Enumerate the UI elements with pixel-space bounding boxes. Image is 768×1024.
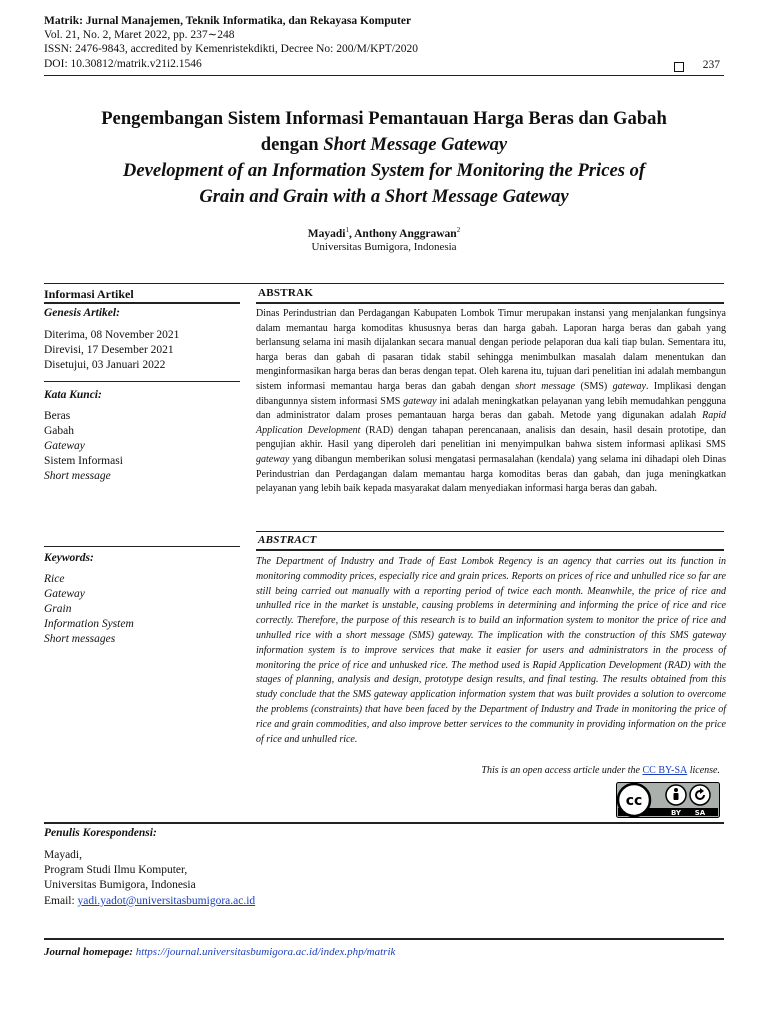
journal-doi: DOI: 10.30812/matrik.v21i2.1546 [44,57,202,70]
abstrak-seg: gateway [403,395,437,407]
abstrak-seg: short message [515,380,576,392]
kata-kunci-heading: Kata Kunci: [44,389,102,401]
keyword-item: Rice [44,573,65,585]
date-accepted: Disetujui, 03 Januari 2022 [44,359,166,371]
journal-name: Matrik: Jurnal Manajemen, Teknik Informatika, dan Rekayasa Komputer [44,15,412,27]
corr-name: Mayadi, [44,849,83,861]
kata-kunci-item: Gateway [44,440,85,452]
abstract-heading: ABSTRACT [258,534,317,546]
abstrak-seg: Rapid Application Development [256,410,726,436]
kata-kunci-item: Beras [44,410,71,422]
author-list [0,226,768,240]
footer-rule [44,938,724,940]
keywords-rule [44,546,240,547]
kata-kunci-list [44,409,123,484]
email-label: Email: [44,894,78,907]
abstrak-heading: ABSTRAK [258,287,314,299]
kata-kunci-item: Short message [44,470,111,482]
keyword-item: Information System [44,618,134,630]
keyword-item: Short messages [44,633,116,645]
abstract-text: The Department of Industry and Trade of East Lombok Regency is an agency that carries out its function in monitoring commodity prices, especially rice and grain prices. Reports on prices of rice and unhulled rice so far are still being carried out manually with a reporting period of twice each month. Meanwhile, the price of rice and unhulled rice in the market is unstable, causing problems in determining and informing the price of rice and rice correctly. Therefore, the purpose of this research is to build an information system to monitor the price of rice and unhulled rice with a short message (SMS) gateway. The implication with the construction of this SMS gateway information system is to improve services that make it easier for users and administrators in the process of monitoring the price of rice and unhusked rice. The method used is Rapid Application Development (RAD) with the stages of planning, analysis and design, prototype design results, and final testing. The results obtained from this study conclude that the SMS gateway application information system that was built provides a solution to overcome the problems (constraints) that have been faced by the Department of Industry and Trade in monitoring the price of rice and grain commodities, and also improve better services to the community in providing information on the price of rice and unhulled rice. [256,556,726,745]
homepage-label: Journal homepage: [44,946,133,958]
info-rule [44,302,240,304]
correspondence-heading: Penulis Korespondensi: [44,827,157,839]
abstrak-seg: ini adalah meningkatkan pelayanan yang lebih memudahkan pengguna dan administrator dalam proses pemantauan harga beras dan gabah. Metode yang digunakan adalah [256,395,726,422]
correspondence-rule [44,822,724,824]
email-link[interactable]: yadi.yadot@universitasbumigora.ac.id [77,894,256,907]
abstract-rule [256,549,724,551]
title-en-line2: Grain and Grain with a Short Message Gateway [199,186,569,207]
abstrak-seg: (SMS) [575,380,613,392]
keywords-heading: Keywords: [44,552,94,564]
cc-badge-icon [616,782,720,818]
title-en-line1: Development of an Information System for Monitoring the Prices of [122,160,646,181]
date-revised: Direvisi, 17 Desember 2021 [44,344,174,356]
genesis-dates [44,328,179,373]
author-1-sup: 1 [345,226,349,234]
homepage-link[interactable]: https://journal.universitasbumigora.ac.id/index.php/matrik [135,946,396,958]
page-box-icon [674,62,684,72]
cc-by-sa-link[interactable]: CC BY-SA [642,765,688,776]
abstrak-seg: yang dibangun memberikan solusi mengatasi permasalahan (kendala) yang selama ini dihadapi oleh Dinas Perindustrian dan Perdagangan dalam memantau harga komoditas beras dan gabah, dan juga meningkatkan pelayanan yang lebih baik kepada masyarakat dalam menyediakan informasi harga beras dan gabah. [256,453,726,495]
page-number: 237 [702,59,720,71]
genesis-rule [44,381,240,382]
cc-by-sa-badge[interactable] [616,782,720,823]
abstrak-seg: gateway [612,380,646,392]
journal-volume: Vol. 21, No. 2, Maret 2022, pp. 237∼248 [44,29,235,42]
paper-title [30,106,738,210]
journal-homepage [44,946,395,958]
journal-issn: ISSN: 2476-9843, accredited by Kemenristekdikti, Decree No: 200/M/KPT/2020 [44,43,418,56]
keywords-list [44,572,134,647]
top-rule [44,283,724,284]
article-info-heading: Informasi Artikel [44,287,134,301]
license-note [481,765,720,776]
keyword-item: Grain [44,603,72,615]
corr-dept: Program Studi Ilmu Komputer, [44,864,188,877]
author-2: Anthony Anggrawan [354,227,457,240]
journal-header [44,14,418,71]
author-1: Mayadi [307,227,346,240]
abstrak-seg: Dinas Perindustrian dan Perdagangan Kabupaten Lombok Timur merupakan instansi yang menjalankan fungsinya dalam memantau harga komoditas khususnya beras dan harga gabah. Laporan harga beras dan gabah yang berlansung selama ini masih dijalankan secara manual dengan periode pelaporan dua kali tiap bulan. Sementara itu, harga beras dan gabah di pasaran tidak stabil sehingga menimbulkan masalah dalam menentukan dan menginformasikan harga beras dan beras dengan tepat. Oleh karena itu, tujuan dari penelitian ini adalah membangun sistem informasi memantau harga beras dan gabah dengan [256,308,726,392]
svg-text:cc: cc [625,793,643,809]
title-id-line2 [30,132,738,158]
genesis-heading: Genesis Artikel: [44,307,120,319]
abstrak-rule [256,302,724,304]
kata-kunci-item: Gabah [44,425,75,437]
abstrak-seg: . Implikasi dengan dibangunnya sistem informasi SMS [256,380,726,407]
date-received: Diterima, 08 November 2021 [44,329,180,341]
title-id-line2-italic: Short Message Gateway [323,134,508,155]
license-suffix: license. [687,765,720,776]
correspondence-block [44,848,255,909]
abstrak-text [256,307,726,497]
title-id-line2-prefix: dengan [260,134,324,155]
affiliation: Universitas Bumigora, Indonesia [311,241,457,253]
author-2-sup: 2 [456,226,461,234]
corr-univ: Universitas Bumigora, Indonesia [44,879,196,892]
badge-sa-label: SA [694,809,706,817]
license-prefix: This is an open access article under the [481,765,643,776]
keyword-item: Gateway [44,588,85,600]
abstrak-seg: gateway [256,453,290,465]
corr-email-line [44,894,255,909]
badge-by-label: BY [670,809,682,817]
kata-kunci-item: Sistem Informasi [44,455,123,467]
abstrak-seg: (RAD) dengan tahapan perencanaan, analisis dan desain, hasil desain prototipe, dan pengujian akhir. Hasil yang diperoleh dari penelitian ini menyimpulkan bahwa sistem informasi aplikasi SMS [256,424,726,451]
abstract-top-rule [256,531,724,532]
author-sep: , [349,227,355,240]
title-id-line1: Pengembangan Sistem Informasi Pemantauan Harga Beras dan Gabah [101,108,667,129]
header-rule [44,75,724,76]
